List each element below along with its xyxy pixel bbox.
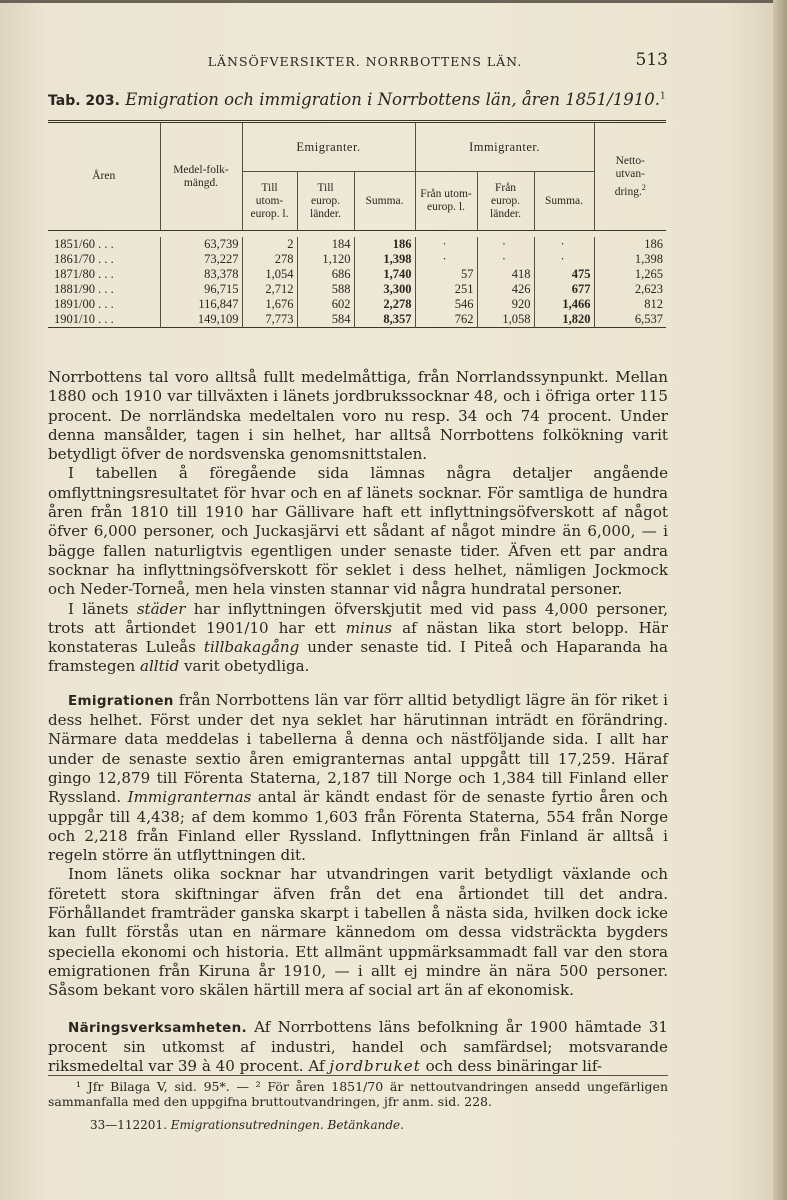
cell-net: 812 xyxy=(594,297,666,312)
paragraph-6-part: och dess binäringar lif- xyxy=(420,1057,602,1076)
cell-imm-sum: · xyxy=(534,252,594,267)
group-header-emigrants: Emigranter. xyxy=(242,122,415,172)
colophon xyxy=(90,1118,590,1132)
cell-year: 1851/60 . . . xyxy=(54,237,114,251)
cell-population: 83,378 xyxy=(160,267,242,282)
publication-title: Emigrationsutredningen. Betänkande. xyxy=(170,1118,404,1132)
page-number: 513 xyxy=(635,50,668,70)
cell-emi-non-europe: 2,712 xyxy=(242,282,297,297)
footnote-rule xyxy=(48,1075,668,1076)
cell-emi-europe: 686 xyxy=(297,267,354,282)
cell-year: 1871/80 . . . xyxy=(54,267,114,281)
cell-imm-europe: 418 xyxy=(477,267,534,282)
paragraph-5: Inom länets olika socknar har utvandringen varit betydligt växlande och företett stora skiftningar äfven från det ena årtiondet till det andra. Förhållandet framträder ganska skarpt i tabellen å nästa sida, hvilken dock icke kan fullt förstås utan en närmare kännedom om dessa vidsträckta bygders speciella ekonomi och historia. Ett allmänt uppmärksammadt fall var den stora emigrationen från Kiruna år 1910, — i allt ej mindre än nära 500 personer. Såsom bekant voro skälen härtill mera af social art än af ekonomisk. xyxy=(48,865,668,1000)
cell-emi-non-europe: 1,054 xyxy=(242,267,297,282)
paragraph-3-emph: städer xyxy=(136,599,186,618)
table-row xyxy=(48,297,666,312)
group-header-immigrants: Immigranter. xyxy=(415,122,594,172)
cell-imm-sum: · xyxy=(534,237,594,252)
paragraph-1: Norrbottens tal voro alltså fullt medelmåttiga, från Norrlandssynpunkt. Mellan 1880 och 1910 var tillväxten i länets jordbrukssocknar 48, och i öfriga orter 115 procent. De norrländska medeltalen voro nu resp. 34 och 74 procent. Under denna mansålder, tagen i sin helhet, har alltså Norrbottens folkökning varit betydligt öfver de nordsvenska genomsnittstalen. xyxy=(48,368,668,464)
paragraph-4-emph: Immigranternas xyxy=(127,788,252,807)
paragraph-3-part: har inflyttningen öfverskjutit med vid pass 4,000 personer, trots att årtiondet 1901/10 har ett xyxy=(48,599,668,637)
table-title: Emigration och immigration i Norrbottens län, åren 1851/1910. xyxy=(125,90,660,109)
paragraph-3-part: under senaste tid. I Piteå och Haparanda ha framstegen xyxy=(48,638,668,676)
table-footnote-mark: 1 xyxy=(659,91,666,102)
paragraph-3-emph: tillbakagång xyxy=(203,638,300,657)
cell-emi-sum: 2,278 xyxy=(354,297,415,312)
cell-emi-europe: 184 xyxy=(297,237,354,252)
table-row xyxy=(48,282,666,297)
paragraph-2: I tabellen å föregående sida lämnas några detaljer angående omflyttningsresultatet för hvar och en af länets socknar. För samtliga de hundra åren från 1810 till 1910 har Gällivare haft ett inflyttningsöfverskott af något öfver 6,000 personer, och Juckasjärvi ett sådant af något mindre än 6,000, — i bägge fallen naturligtvis egentligen under senaste tider. Äfven ett par andra socknar ha inflyttningsöfverskott för seklet i dess helhet, nämligen Jockmock och Neder-Torneå, men hela vinsten stannar vid några hundratal personer. xyxy=(48,464,668,599)
table-bottom-rule xyxy=(48,328,666,330)
cell-imm-europe: 1,058 xyxy=(477,312,534,328)
cell-year: 1881/90 . . . xyxy=(54,282,114,296)
cell-year: 1891/00 . . . xyxy=(54,297,114,311)
emigration-table xyxy=(48,120,666,329)
cell-emi-europe: 602 xyxy=(297,297,354,312)
col-header-population: Medel-folk-mängd. xyxy=(160,122,242,231)
paragraph-3 xyxy=(48,600,668,677)
cell-imm-sum: 1,820 xyxy=(534,312,594,328)
table-header-row xyxy=(48,122,666,172)
col-header-net-label: Netto-utvan-dring. xyxy=(614,154,645,198)
cell-population: 63,739 xyxy=(160,237,242,252)
cell-imm-sum: 475 xyxy=(534,267,594,282)
cell-emi-non-europe: 278 xyxy=(242,252,297,267)
table-label: Tab. 203. xyxy=(48,93,120,109)
col-header-years: Åren xyxy=(92,170,116,182)
cell-imm-non-europe: · xyxy=(415,237,477,252)
paragraph-3-part: varit obetydliga. xyxy=(179,657,310,676)
book-spine-edge xyxy=(773,0,787,1200)
table-row xyxy=(48,237,666,252)
col-header-emi-sum: Summa. xyxy=(354,172,415,231)
cell-year: 1901/10 . . . xyxy=(54,312,114,326)
cell-net: 186 xyxy=(594,237,666,252)
col-header-net xyxy=(594,122,666,231)
cell-imm-non-europe: 251 xyxy=(415,282,477,297)
table-caption xyxy=(48,90,668,109)
cell-net: 2,623 xyxy=(594,282,666,297)
net-footnote-mark: 2 xyxy=(641,182,646,192)
cell-emi-sum: 186 xyxy=(354,237,415,252)
section-heading-industry: Näringsverksamheten. xyxy=(68,1019,247,1036)
cell-imm-europe: 920 xyxy=(477,297,534,312)
cell-population: 149,109 xyxy=(160,312,242,328)
cell-emi-non-europe: 7,773 xyxy=(242,312,297,328)
footnote xyxy=(48,1079,668,1109)
col-header-imm-europe: Från europ. länder. xyxy=(477,172,534,231)
paragraph-6-emph: jordbruket xyxy=(329,1057,421,1076)
table-row xyxy=(48,312,666,328)
cell-imm-sum: 1,466 xyxy=(534,297,594,312)
cell-emi-non-europe: 2 xyxy=(242,237,297,252)
cell-population: 116,847 xyxy=(160,297,242,312)
print-code: 33—112201. xyxy=(90,1118,167,1132)
cell-emi-europe: 588 xyxy=(297,282,354,297)
cell-emi-sum: 8,357 xyxy=(354,312,415,328)
cell-emi-sum: 1,398 xyxy=(354,252,415,267)
cell-imm-non-europe: 57 xyxy=(415,267,477,282)
cell-imm-europe: · xyxy=(477,252,534,267)
cell-year: 1861/70 . . . xyxy=(54,252,114,266)
table-row xyxy=(48,267,666,282)
cell-emi-non-europe: 1,676 xyxy=(242,297,297,312)
cell-net: 1,398 xyxy=(594,252,666,267)
cell-imm-sum: 677 xyxy=(534,282,594,297)
paragraph-6-part: Af Norrbottens läns befolkning år 1900 hämtade 31 procent sin utkomst af industri, handel och samfärdsel; motsvarande riksmedeltal var 39 à 40 procent. Af xyxy=(48,1017,668,1076)
cell-emi-europe: 584 xyxy=(297,312,354,328)
cell-imm-non-europe: 546 xyxy=(415,297,477,312)
paragraph-4-part: antal är kändt endast för de senaste fyrtio åren och uppgår till 4,438; af dem kommo 1,603 från Förenta Staterna, 554 från Norge och 2,218 från Finland eller Ryssland. Inflyttningen från Finland är alltså i regeln större än utflyttningen dit. xyxy=(48,788,668,865)
table-row xyxy=(48,252,666,267)
cell-net: 6,537 xyxy=(594,312,666,328)
footnote-text: ¹ Jfr Bilaga V, sid. 95*. — ² För åren 1851/70 är nettoutvandringen ansedd ungefärligen sammanfalla med den uppgifna bruttoutvandringen, jfr anm. sid. 228. xyxy=(48,1079,668,1109)
page-top-edge xyxy=(0,0,787,3)
col-header-imm-sum: Summa. xyxy=(534,172,594,231)
paragraph-emigration xyxy=(48,691,668,866)
cell-imm-europe: 426 xyxy=(477,282,534,297)
emigration-table-container xyxy=(48,120,666,329)
cell-emi-europe: 1,120 xyxy=(297,252,354,267)
col-header-emi-non-europe: Till utom-europ. l. xyxy=(242,172,297,231)
section-heading-emigration: Emigrationen xyxy=(68,692,174,709)
cell-emi-sum: 1,740 xyxy=(354,267,415,282)
col-header-emi-europe: Till europ. länder. xyxy=(297,172,354,231)
body-text xyxy=(48,368,668,1076)
running-header: LÄNSÖFVERSIKTER. NORRBOTTENS LÄN. xyxy=(207,54,523,69)
col-header-imm-non-europe: Från utom-europ. l. xyxy=(415,172,477,231)
paragraph-4-part: från Norrbottens län var förr alltid betydligt lägre än för riket i dess helhet. Först under det nya seklet har härutinnan inträdt en förändring. Närmare data meddelas i tabellerna å denna och nästföljande sida. I allt har under de senaste sextio åren emigranternas antal uppgått till 17,259. Häraf gingo 12,879 till Förenta Staterna, 2,187 till Norge och 1,384 till Finland eller Ryssland. xyxy=(48,690,668,807)
cell-imm-non-europe: · xyxy=(415,252,477,267)
cell-population: 73,227 xyxy=(160,252,242,267)
paragraph-industry xyxy=(48,1018,668,1077)
paragraph-3-emph: minus xyxy=(345,618,393,637)
paragraph-3-part: af nästan lika stort belopp. Här konstateras Luleås xyxy=(48,618,668,657)
cell-imm-europe: · xyxy=(477,237,534,252)
paragraph-3-emph: alltid xyxy=(139,657,180,676)
cell-population: 96,715 xyxy=(160,282,242,297)
cell-emi-sum: 3,300 xyxy=(354,282,415,297)
cell-net: 1,265 xyxy=(594,267,666,282)
paragraph-3-part: I länets xyxy=(68,599,137,618)
cell-imm-non-europe: 762 xyxy=(415,312,477,328)
